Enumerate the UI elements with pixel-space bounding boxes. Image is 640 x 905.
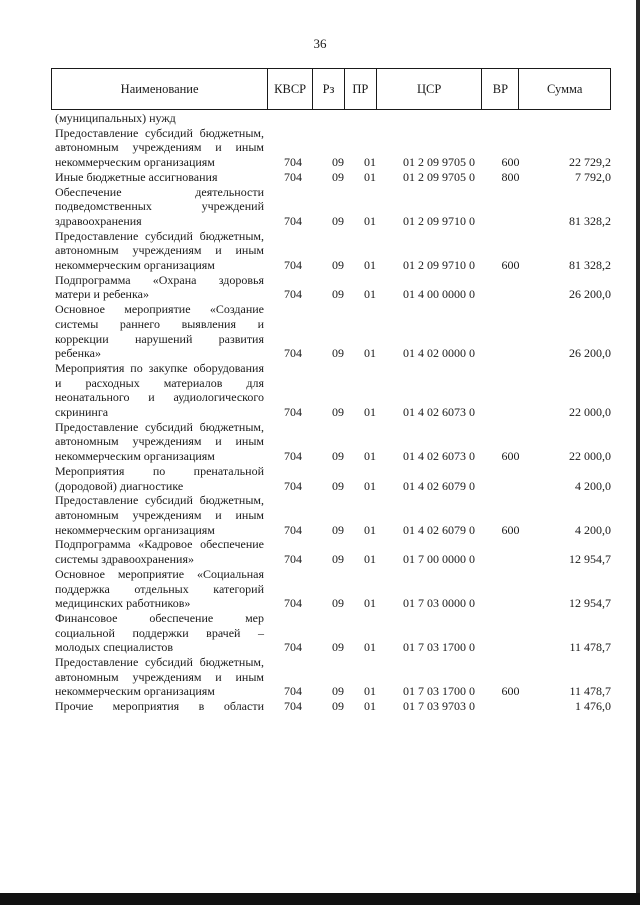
table-row (55, 493, 615, 537)
table-row (55, 111, 615, 126)
row-pr: 01 (364, 478, 376, 493)
row-sum: 4 200,0 (575, 522, 611, 537)
row-pr: 01 (364, 552, 376, 567)
row-rz: 09 (332, 287, 344, 302)
table-header (51, 68, 611, 110)
row-rz: 09 (332, 699, 344, 714)
row-vr: 600 (501, 684, 520, 699)
row-pr: 01 (364, 449, 376, 464)
row-csr: 01 7 03 1700 0 (403, 640, 475, 655)
row-sum: 26 200,0 (569, 346, 611, 361)
row-name: Предоставление субсидий бюджетным, автономным учреждениям и иным некоммерческим организациям (55, 493, 264, 537)
row-rz: 09 (332, 346, 344, 361)
scan-edge-bottom (0, 893, 640, 905)
row-pr: 01 (364, 169, 376, 184)
row-rz: 09 (332, 522, 344, 537)
row-csr: 01 4 02 0000 0 (403, 346, 475, 361)
row-sum: 12 954,7 (569, 596, 611, 611)
row-csr: 01 4 02 6079 0 (403, 522, 475, 537)
row-pr: 01 (364, 287, 376, 302)
table-row (55, 464, 615, 493)
row-rz: 09 (332, 449, 344, 464)
row-csr: 01 7 03 9703 0 (403, 699, 475, 714)
row-kvsr: 704 (284, 405, 302, 420)
row-name: Подпрограмма «Кадровое обеспечение системы здравоохранения» (55, 537, 264, 567)
row-name: Мероприятия по пренатальной (дородовой) диагностике (55, 463, 264, 493)
row-sum: 12 954,7 (569, 552, 611, 567)
table-row (55, 229, 615, 273)
row-sum: 11 478,7 (569, 640, 611, 655)
row-kvsr: 704 (284, 478, 302, 493)
row-rz: 09 (332, 155, 344, 170)
row-name: Подпрограмма «Охрана здоровья матери и ребенка» (55, 272, 264, 302)
row-kvsr: 704 (284, 169, 302, 184)
row-pr: 01 (364, 699, 376, 714)
row-csr: 01 2 09 9710 0 (403, 258, 475, 273)
scan-edge-right (636, 0, 640, 905)
row-csr: 01 2 09 9705 0 (403, 169, 475, 184)
row-rz: 09 (332, 640, 344, 655)
row-name: Предоставление субсидий бюджетным, автономным учреждениям и иным некоммерческим организациям (55, 228, 264, 273)
row-csr: 01 7 03 0000 0 (403, 596, 475, 611)
header-vr: ВР (482, 69, 519, 109)
row-sum: 1 476,0 (575, 699, 611, 714)
table-row (55, 699, 615, 714)
row-pr: 01 (364, 640, 376, 655)
row-csr: 01 2 09 9710 0 (403, 213, 475, 228)
row-vr: 600 (501, 522, 520, 537)
row-pr: 01 (364, 405, 376, 420)
row-sum: 11 478,7 (569, 684, 611, 699)
row-rz: 09 (332, 684, 344, 699)
header-pr: ПР (345, 69, 377, 109)
row-vr: 600 (501, 258, 520, 273)
row-name: Предоставление субсидий бюджетным, автономным учреждениям и иным некоммерческим организациям (55, 655, 264, 699)
row-kvsr: 704 (284, 449, 302, 464)
header-sum: Сумма (546, 81, 583, 96)
row-sum: 22 000,0 (569, 405, 611, 420)
header-kvsr: КВСР (268, 69, 313, 109)
row-kvsr: 704 (284, 699, 302, 714)
row-pr: 01 (364, 346, 376, 361)
row-name: Предоставление субсидий бюджетным, автономным учреждениям и иным некоммерческим организациям (55, 419, 264, 464)
row-csr: 01 7 03 1700 0 (403, 684, 475, 699)
row-kvsr: 704 (284, 640, 302, 655)
row-kvsr: 704 (284, 684, 302, 699)
table-row (55, 185, 615, 229)
row-kvsr: 704 (284, 346, 302, 361)
row-kvsr: 704 (284, 287, 302, 302)
table-row (55, 170, 615, 185)
table-row (55, 361, 615, 420)
table-row (55, 655, 615, 699)
row-name: Прочие мероприятия в области (55, 699, 264, 714)
row-pr: 01 (364, 213, 376, 228)
row-name: Обеспечение деятельности подведомственных учреждений здравоохранения (55, 184, 264, 228)
row-sum: 4 200,0 (575, 478, 611, 493)
row-rz: 09 (332, 405, 344, 420)
table-row (55, 567, 615, 611)
row-name: Мероприятия по закупке оборудования и расходных материалов для неонатального и аудиологического скрининга (55, 360, 264, 420)
row-csr: 01 2 09 9705 0 (403, 155, 475, 170)
row-vr: 800 (501, 169, 520, 184)
row-pr: 01 (364, 596, 376, 611)
row-csr: 01 4 02 6079 0 (403, 478, 475, 493)
row-sum: 81 328,2 (569, 213, 611, 228)
row-rz: 09 (332, 596, 344, 611)
row-pr: 01 (364, 258, 376, 273)
row-kvsr: 704 (284, 596, 302, 611)
row-pr: 01 (364, 522, 376, 537)
row-name: Иные бюджетные ассигнования (55, 169, 218, 184)
header-csr: ЦСР (377, 69, 483, 109)
row-sum: 81 328,2 (569, 258, 611, 273)
row-csr: 01 4 02 6073 0 (403, 405, 475, 420)
table-row (55, 420, 615, 464)
row-pr: 01 (364, 684, 376, 699)
row-kvsr: 704 (284, 258, 302, 273)
table-body (55, 111, 615, 714)
row-rz: 09 (332, 213, 344, 228)
row-name: Предоставление субсидий бюджетным, автономным учреждениям и иным некоммерческим организациям (55, 125, 264, 170)
table-row (55, 537, 615, 566)
row-name: Основное мероприятие «Социальная поддержка отдельных категорий медицинских работников» (55, 566, 264, 611)
row-rz: 09 (332, 258, 344, 273)
row-name: Основное мероприятие «Создание системы раннего выявления и коррекции нарушений развития ребенка» (55, 302, 264, 361)
table-row (55, 611, 615, 655)
row-rz: 09 (332, 169, 344, 184)
row-sum: 22 000,0 (569, 449, 611, 464)
table-row (55, 126, 615, 170)
table-row (55, 302, 615, 361)
row-kvsr: 704 (284, 552, 302, 567)
row-vr: 600 (501, 449, 520, 464)
row-name: Финансовое обеспечение мер социальной поддержки врачей – молодых специалистов (55, 610, 264, 655)
table-row (55, 273, 615, 302)
row-sum: 7 792,0 (575, 169, 611, 184)
row-rz: 09 (332, 552, 344, 567)
row-sum: 26 200,0 (569, 287, 611, 302)
header-name: Наименование (52, 69, 268, 109)
row-kvsr: 704 (284, 213, 302, 228)
row-vr: 600 (501, 155, 520, 170)
row-kvsr: 704 (284, 155, 302, 170)
row-rz: 09 (332, 478, 344, 493)
row-sum: 22 729,2 (569, 155, 611, 170)
page-number: 36 (313, 36, 327, 51)
header-rz: Рз (313, 69, 345, 109)
row-csr: 01 4 00 0000 0 (403, 287, 475, 302)
row-pr: 01 (364, 155, 376, 170)
row-csr: 01 7 00 0000 0 (403, 552, 475, 567)
row-kvsr: 704 (284, 522, 302, 537)
row-name: (муниципальных) нужд (55, 111, 176, 125)
row-csr: 01 4 02 6073 0 (403, 449, 475, 464)
